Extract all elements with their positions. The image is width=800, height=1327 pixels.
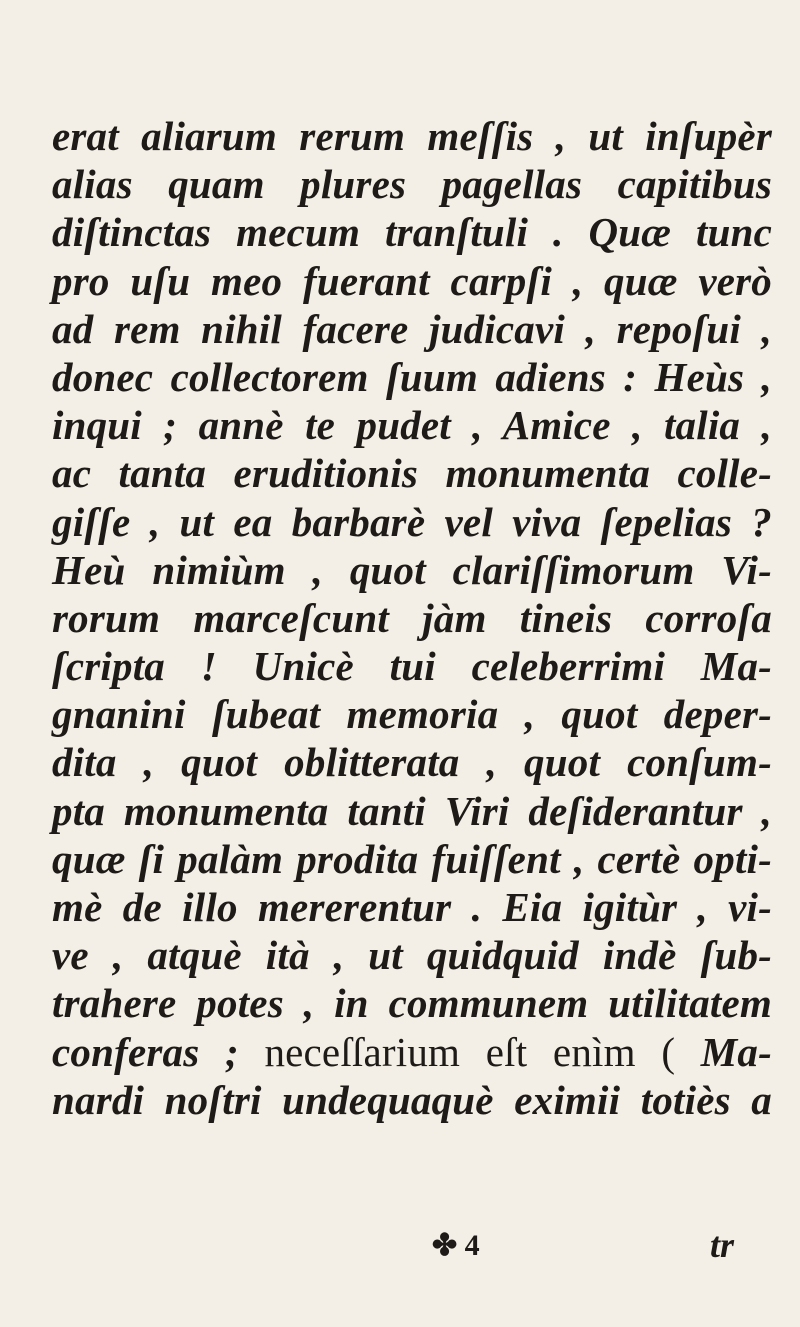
text-line: gnanini ſubeat memoria , quot deper- bbox=[52, 691, 772, 738]
text-line: pro uſu meo fuerant carpſi , quæ verò bbox=[52, 257, 772, 304]
text-line: rorum marceſcunt jàm tineis corroſa bbox=[52, 594, 772, 641]
text-line: mè de illo mererentur . Eia igitùr , vi- bbox=[52, 884, 772, 930]
text-line: ve , atquè ità , ut quidquid indè ſub- bbox=[52, 932, 772, 979]
text-line: trahere potes , in communem utilitatem bbox=[52, 980, 772, 1027]
text-line: alias quam plures pagellas capitibus bbox=[52, 161, 772, 208]
body-text bbox=[52, 112, 772, 1124]
text-roman: neceſſarium eſt enìm ( bbox=[264, 1028, 676, 1075]
text-italic: Ma- bbox=[700, 1028, 772, 1075]
text-line: inqui ; annè te pudet , Amice , talia , bbox=[52, 402, 772, 449]
text-line: donec collectorem ſuum adiens : Heùs , bbox=[52, 353, 772, 400]
text-line: nardi noſtri undequaquè eximii totiès a bbox=[52, 1076, 772, 1123]
catchword: tr bbox=[710, 1225, 735, 1265]
text-line: erat aliarum rerum meſſis , ut inſupèr bbox=[52, 113, 772, 159]
text-line: ac tanta eruditionis monumenta colle- bbox=[52, 450, 772, 497]
text-italic: conferas ; bbox=[52, 1028, 239, 1075]
text-line: giſſe , ut ea barbarè vel viva ſepelias ? bbox=[52, 498, 772, 545]
text-line: ad rem nihil facere judicavi , repoſui , bbox=[52, 305, 772, 352]
text-line-mixed bbox=[52, 1028, 772, 1076]
text-line: diſtinctas mecum tranſtuli . Quæ tunc bbox=[52, 209, 772, 256]
page-footer bbox=[0, 1225, 800, 1268]
text-line: ſcripta ! Unicè tui celeberrimi Ma- bbox=[52, 643, 772, 690]
text-line: Heù nimiùm , quot clariſſimorum Vi- bbox=[52, 546, 772, 593]
text-line: dita , quot oblitterata , quot conſum- bbox=[52, 739, 772, 786]
text-line: pta monumenta tanti Viri deſiderantur , bbox=[52, 787, 772, 834]
text-line: quæ ſi palàm prodita fuiſſent , certè opti- bbox=[52, 835, 772, 882]
signature-mark: ✤ 4 bbox=[432, 1229, 480, 1262]
